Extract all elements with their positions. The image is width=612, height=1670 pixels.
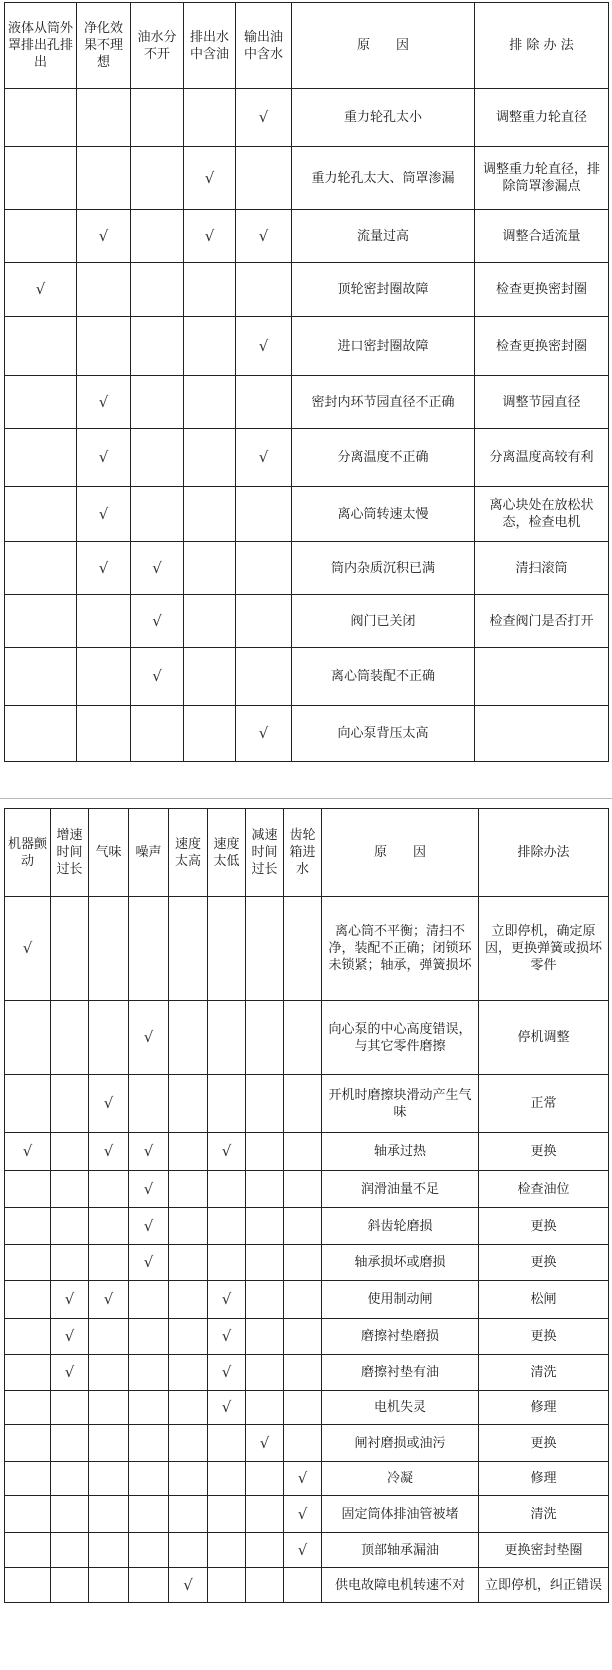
column-header: 原 因 xyxy=(322,809,479,897)
empty-cell xyxy=(89,1425,129,1462)
empty-cell xyxy=(208,1462,246,1496)
check-mark: √ xyxy=(208,1391,246,1425)
cause-cell: 离心筒转速太慢 xyxy=(292,487,475,542)
cause-cell: 向心泵背压太高 xyxy=(292,706,475,762)
remedy-cell: 松闸 xyxy=(479,1281,609,1319)
empty-cell xyxy=(89,897,129,1001)
table-row xyxy=(5,595,609,648)
table-row xyxy=(5,1355,609,1391)
empty-cell xyxy=(51,1425,89,1462)
column-header: 增速时间过长 xyxy=(51,809,89,897)
empty-cell xyxy=(129,1319,169,1355)
empty-cell xyxy=(5,1355,51,1391)
check-mark: √ xyxy=(284,1462,322,1496)
empty-cell xyxy=(208,1245,246,1281)
cause-cell: 固定筒体排油管被堵 xyxy=(322,1496,479,1533)
empty-cell xyxy=(5,1245,51,1281)
empty-cell xyxy=(184,317,236,376)
empty-cell xyxy=(236,595,292,648)
empty-cell xyxy=(131,487,184,542)
empty-cell xyxy=(169,1355,208,1391)
column-header: 噪声 xyxy=(129,809,169,897)
check-mark: √ xyxy=(77,210,131,263)
empty-cell xyxy=(77,263,131,317)
table-row xyxy=(5,317,609,376)
empty-cell xyxy=(246,1319,284,1355)
cause-cell: 离心筒不平衡；清扫不净，装配不正确；闭锁环未锁紧；轴承，弹簧损坏 xyxy=(322,897,479,1001)
empty-cell xyxy=(89,1171,129,1208)
remedy-cell: 检查更换密封圈 xyxy=(475,263,609,317)
table-row xyxy=(5,487,609,542)
check-mark: √ xyxy=(131,542,184,595)
table-row xyxy=(5,263,609,317)
empty-cell xyxy=(284,1355,322,1391)
remedy-cell: 更换 xyxy=(479,1133,609,1171)
empty-cell xyxy=(131,147,184,210)
empty-cell xyxy=(5,706,77,762)
empty-cell xyxy=(246,1496,284,1533)
empty-cell xyxy=(131,263,184,317)
empty-cell xyxy=(129,1568,169,1603)
empty-cell xyxy=(5,1319,51,1355)
empty-cell xyxy=(5,1533,51,1568)
empty-cell xyxy=(184,487,236,542)
cause-cell: 筒内杂质沉积已满 xyxy=(292,542,475,595)
empty-cell xyxy=(131,210,184,263)
empty-cell xyxy=(131,317,184,376)
column-header: 速度太高 xyxy=(169,809,208,897)
empty-cell xyxy=(169,1245,208,1281)
table-header-row xyxy=(5,3,609,89)
empty-cell xyxy=(169,1171,208,1208)
empty-cell xyxy=(77,89,131,147)
table-row xyxy=(5,1133,609,1171)
remedy-cell: 清洗 xyxy=(479,1355,609,1391)
empty-cell xyxy=(184,542,236,595)
empty-cell xyxy=(236,542,292,595)
table-row xyxy=(5,897,609,1001)
remedy-cell: 调整重力轮直径，排除筒罩渗漏点 xyxy=(475,147,609,210)
empty-cell xyxy=(129,1281,169,1319)
cause-cell: 开机时磨擦块滑动产生气味 xyxy=(322,1075,479,1133)
remedy-cell: 更换 xyxy=(479,1208,609,1245)
cause-cell: 进口密封圈故障 xyxy=(292,317,475,376)
empty-cell xyxy=(184,429,236,487)
empty-cell xyxy=(129,1533,169,1568)
empty-cell xyxy=(169,897,208,1001)
empty-cell xyxy=(5,89,77,147)
table-row xyxy=(5,1496,609,1533)
empty-cell xyxy=(284,1133,322,1171)
empty-cell xyxy=(5,1425,51,1462)
table-row xyxy=(5,1425,609,1462)
empty-cell xyxy=(208,1496,246,1533)
remedy-cell: 立即停机，纠正错误 xyxy=(479,1568,609,1603)
remedy-cell: 调整合适流量 xyxy=(475,210,609,263)
remedy-cell: 修理 xyxy=(479,1391,609,1425)
remedy-cell: 分离温度高较有利 xyxy=(475,429,609,487)
page-divider xyxy=(0,798,612,799)
remedy-cell: 正常 xyxy=(479,1075,609,1133)
empty-cell xyxy=(51,897,89,1001)
empty-cell xyxy=(246,1001,284,1075)
empty-cell xyxy=(246,1075,284,1133)
empty-cell xyxy=(169,1208,208,1245)
empty-cell xyxy=(77,648,131,706)
check-mark: √ xyxy=(129,1171,169,1208)
empty-cell xyxy=(208,897,246,1001)
empty-cell xyxy=(184,706,236,762)
table-header-row xyxy=(5,809,609,897)
check-mark: √ xyxy=(129,1001,169,1075)
empty-cell xyxy=(284,1171,322,1208)
empty-cell xyxy=(169,1533,208,1568)
cause-cell: 分离温度不正确 xyxy=(292,429,475,487)
table-row xyxy=(5,1245,609,1281)
check-mark: √ xyxy=(89,1281,129,1319)
empty-cell xyxy=(5,147,77,210)
column-header: 速度太低 xyxy=(208,809,246,897)
empty-cell xyxy=(246,1208,284,1245)
empty-cell xyxy=(5,1001,51,1075)
empty-cell xyxy=(51,1533,89,1568)
check-mark: √ xyxy=(89,1133,129,1171)
empty-cell xyxy=(5,1496,51,1533)
empty-cell xyxy=(246,1133,284,1171)
empty-cell xyxy=(236,648,292,706)
empty-cell xyxy=(131,376,184,429)
empty-cell xyxy=(5,1391,51,1425)
table-row xyxy=(5,1391,609,1425)
empty-cell xyxy=(246,1533,284,1568)
empty-cell xyxy=(5,487,77,542)
empty-cell xyxy=(89,1208,129,1245)
column-header: 气味 xyxy=(89,809,129,897)
empty-cell xyxy=(89,1568,129,1603)
cause-cell: 使用制动闸 xyxy=(322,1281,479,1319)
remedy-cell: 调整重力轮直径 xyxy=(475,89,609,147)
empty-cell xyxy=(169,1496,208,1533)
empty-cell xyxy=(284,897,322,1001)
empty-cell xyxy=(284,1281,322,1319)
check-mark: √ xyxy=(131,648,184,706)
check-mark: √ xyxy=(77,542,131,595)
check-mark: √ xyxy=(236,706,292,762)
cause-cell: 密封内环节园直径不正确 xyxy=(292,376,475,429)
empty-cell xyxy=(284,1568,322,1603)
empty-cell xyxy=(284,1319,322,1355)
remedy-cell: 检查油位 xyxy=(479,1171,609,1208)
table-row xyxy=(5,147,609,210)
check-mark: √ xyxy=(129,1208,169,1245)
empty-cell xyxy=(131,429,184,487)
empty-cell xyxy=(89,1462,129,1496)
empty-cell xyxy=(208,1001,246,1075)
check-mark: √ xyxy=(129,1133,169,1171)
check-mark: √ xyxy=(5,1133,51,1171)
check-mark: √ xyxy=(208,1281,246,1319)
table-row xyxy=(5,1533,609,1568)
remedy-cell: 更换 xyxy=(479,1245,609,1281)
empty-cell xyxy=(51,1462,89,1496)
check-mark: √ xyxy=(51,1281,89,1319)
empty-cell xyxy=(184,263,236,317)
empty-cell xyxy=(129,1462,169,1496)
empty-cell xyxy=(89,1355,129,1391)
empty-cell xyxy=(246,1391,284,1425)
empty-cell xyxy=(129,1425,169,1462)
check-mark: √ xyxy=(246,1425,284,1462)
cause-cell: 重力轮孔太小 xyxy=(292,89,475,147)
empty-cell xyxy=(184,89,236,147)
column-header: 输出油中含水 xyxy=(236,3,292,89)
empty-cell xyxy=(169,1319,208,1355)
check-mark: √ xyxy=(236,210,292,263)
cause-cell: 重力轮孔太大、筒罩渗漏 xyxy=(292,147,475,210)
empty-cell xyxy=(51,1391,89,1425)
empty-cell xyxy=(284,1001,322,1075)
table-row xyxy=(5,1568,609,1603)
cause-cell: 磨擦衬垫磨损 xyxy=(322,1319,479,1355)
cause-cell: 顶部轴承漏油 xyxy=(322,1533,479,1568)
empty-cell xyxy=(169,1425,208,1462)
empty-cell xyxy=(284,1075,322,1133)
machine-fault-table xyxy=(4,808,609,1603)
table-row xyxy=(5,706,609,762)
check-mark: √ xyxy=(169,1568,208,1603)
empty-cell xyxy=(131,89,184,147)
empty-cell xyxy=(51,1245,89,1281)
remedy-cell: 修理 xyxy=(479,1462,609,1496)
empty-cell xyxy=(246,1355,284,1391)
empty-cell xyxy=(51,1133,89,1171)
empty-cell xyxy=(236,376,292,429)
cause-cell: 磨擦衬垫有油 xyxy=(322,1355,479,1391)
empty-cell xyxy=(208,1208,246,1245)
empty-cell xyxy=(51,1001,89,1075)
empty-cell xyxy=(5,1281,51,1319)
check-mark: √ xyxy=(51,1319,89,1355)
empty-cell xyxy=(5,1568,51,1603)
empty-cell xyxy=(236,147,292,210)
remedy-cell: 离心块处在放松状态，检查电机 xyxy=(475,487,609,542)
check-mark: √ xyxy=(208,1133,246,1171)
remedy-cell: 立即停机，确定原因，更换弹簧或损坏零件 xyxy=(479,897,609,1001)
empty-cell xyxy=(246,1281,284,1319)
empty-cell xyxy=(169,1391,208,1425)
check-mark: √ xyxy=(184,210,236,263)
empty-cell xyxy=(5,648,77,706)
empty-cell xyxy=(169,1462,208,1496)
empty-cell xyxy=(169,1001,208,1075)
remedy-cell: 更换 xyxy=(479,1319,609,1355)
remedy-cell: 清扫滚筒 xyxy=(475,542,609,595)
column-header: 排 除 办 法 xyxy=(475,3,609,89)
empty-cell xyxy=(208,1425,246,1462)
column-header: 液体从筒外罩排出孔排出 xyxy=(5,3,77,89)
empty-cell xyxy=(51,1075,89,1133)
check-mark: √ xyxy=(89,1075,129,1133)
remedy-cell: 停机调整 xyxy=(479,1001,609,1075)
empty-cell xyxy=(184,648,236,706)
empty-cell xyxy=(77,317,131,376)
cause-cell: 供电故障电机转速不对 xyxy=(322,1568,479,1603)
column-header: 减速时间过长 xyxy=(246,809,284,897)
check-mark: √ xyxy=(184,147,236,210)
empty-cell xyxy=(89,1319,129,1355)
table-row xyxy=(5,542,609,595)
empty-cell xyxy=(284,1208,322,1245)
empty-cell xyxy=(169,1281,208,1319)
check-mark: √ xyxy=(236,429,292,487)
column-header: 齿轮箱进水 xyxy=(284,809,322,897)
empty-cell xyxy=(284,1391,322,1425)
empty-cell xyxy=(89,1533,129,1568)
check-mark: √ xyxy=(77,376,131,429)
cause-cell: 润滑油量不足 xyxy=(322,1171,479,1208)
remedy-cell xyxy=(475,706,609,762)
empty-cell xyxy=(169,1075,208,1133)
empty-cell xyxy=(284,1425,322,1462)
remedy-cell: 检查更换密封圈 xyxy=(475,317,609,376)
empty-cell xyxy=(77,595,131,648)
table-row xyxy=(5,1001,609,1075)
empty-cell xyxy=(89,1391,129,1425)
check-mark: √ xyxy=(129,1245,169,1281)
cause-cell: 阀门已关闭 xyxy=(292,595,475,648)
empty-cell xyxy=(89,1245,129,1281)
table-row xyxy=(5,1171,609,1208)
cause-cell: 轴承过热 xyxy=(322,1133,479,1171)
separator-fault-table xyxy=(4,2,609,762)
empty-cell xyxy=(5,1075,51,1133)
column-header: 净化效果不理想 xyxy=(77,3,131,89)
empty-cell xyxy=(51,1568,89,1603)
empty-cell xyxy=(5,1462,51,1496)
empty-cell xyxy=(5,429,77,487)
empty-cell xyxy=(129,1075,169,1133)
empty-cell xyxy=(246,1171,284,1208)
check-mark: √ xyxy=(236,317,292,376)
column-header: 排出水中含油 xyxy=(184,3,236,89)
empty-cell xyxy=(246,1568,284,1603)
cause-cell: 轴承损坏或磨损 xyxy=(322,1245,479,1281)
check-mark: √ xyxy=(236,89,292,147)
check-mark: √ xyxy=(5,263,77,317)
table-row xyxy=(5,376,609,429)
empty-cell xyxy=(246,1462,284,1496)
check-mark: √ xyxy=(51,1355,89,1391)
column-header: 油水分不开 xyxy=(131,3,184,89)
cause-cell: 流量过高 xyxy=(292,210,475,263)
cause-cell: 顶轮密封圈故障 xyxy=(292,263,475,317)
empty-cell xyxy=(129,897,169,1001)
empty-cell xyxy=(236,487,292,542)
empty-cell xyxy=(184,595,236,648)
empty-cell xyxy=(246,897,284,1001)
check-mark: √ xyxy=(77,487,131,542)
cause-cell: 离心筒装配不正确 xyxy=(292,648,475,706)
cause-cell: 冷凝 xyxy=(322,1462,479,1496)
empty-cell xyxy=(5,210,77,263)
column-header: 机器颤动 xyxy=(5,809,51,897)
empty-cell xyxy=(89,1001,129,1075)
empty-cell xyxy=(5,1171,51,1208)
empty-cell xyxy=(184,376,236,429)
empty-cell xyxy=(77,706,131,762)
empty-cell xyxy=(129,1391,169,1425)
cause-cell: 闸衬磨损或油污 xyxy=(322,1425,479,1462)
remedy-cell: 检查阀门是否打开 xyxy=(475,595,609,648)
table-row xyxy=(5,1208,609,1245)
table-row xyxy=(5,1281,609,1319)
check-mark: √ xyxy=(131,595,184,648)
cause-cell: 斜齿轮磨损 xyxy=(322,1208,479,1245)
remedy-cell: 清洗 xyxy=(479,1496,609,1533)
empty-cell xyxy=(236,263,292,317)
empty-cell xyxy=(51,1208,89,1245)
empty-cell xyxy=(208,1075,246,1133)
empty-cell xyxy=(169,1133,208,1171)
empty-cell xyxy=(208,1171,246,1208)
table-row xyxy=(5,1319,609,1355)
cause-cell: 电机失灵 xyxy=(322,1391,479,1425)
check-mark: √ xyxy=(284,1496,322,1533)
empty-cell xyxy=(246,1245,284,1281)
table-row xyxy=(5,1075,609,1133)
check-mark: √ xyxy=(5,897,51,1001)
empty-cell xyxy=(5,542,77,595)
column-header: 原 因 xyxy=(292,3,475,89)
empty-cell xyxy=(284,1245,322,1281)
empty-cell xyxy=(208,1568,246,1603)
table-row xyxy=(5,429,609,487)
table-row xyxy=(5,210,609,263)
check-mark: √ xyxy=(208,1319,246,1355)
cause-cell: 向心泵的中心高度错误，与其它零件磨擦 xyxy=(322,1001,479,1075)
column-header: 排除办法 xyxy=(479,809,609,897)
empty-cell xyxy=(5,376,77,429)
empty-cell xyxy=(89,1496,129,1533)
table-row xyxy=(5,89,609,147)
empty-cell xyxy=(129,1355,169,1391)
empty-cell xyxy=(51,1496,89,1533)
empty-cell xyxy=(131,706,184,762)
check-mark: √ xyxy=(284,1533,322,1568)
empty-cell xyxy=(5,1208,51,1245)
empty-cell xyxy=(5,595,77,648)
check-mark: √ xyxy=(77,429,131,487)
check-mark: √ xyxy=(208,1355,246,1391)
empty-cell xyxy=(77,147,131,210)
remedy-cell xyxy=(475,648,609,706)
empty-cell xyxy=(129,1496,169,1533)
empty-cell xyxy=(208,1533,246,1568)
empty-cell xyxy=(51,1171,89,1208)
remedy-cell: 调整节园直径 xyxy=(475,376,609,429)
remedy-cell: 更换密封垫圈 xyxy=(479,1533,609,1568)
empty-cell xyxy=(5,317,77,376)
remedy-cell: 更换 xyxy=(479,1425,609,1462)
table-row xyxy=(5,648,609,706)
table-row xyxy=(5,1462,609,1496)
